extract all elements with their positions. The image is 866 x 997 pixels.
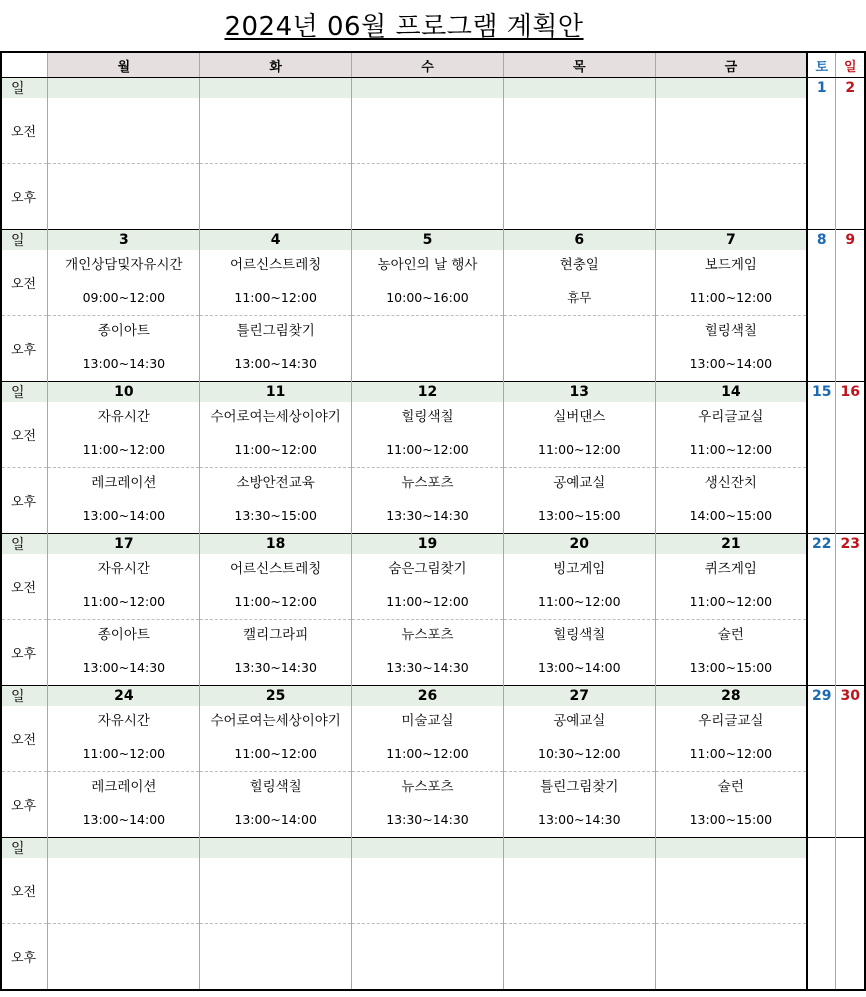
program-time: 13:00~15:00: [538, 508, 621, 523]
header-tue: 화: [200, 52, 352, 78]
header-thu: 목: [503, 52, 655, 78]
morning-program-cell: [352, 250, 504, 316]
afternoon-row: [1, 316, 865, 382]
program-time: 13:00~14:30: [234, 356, 317, 371]
header-mon: 월: [48, 52, 200, 78]
morning-program-cell: [655, 98, 807, 164]
day-row-label: 일: [1, 78, 48, 99]
day-row-label: 일: [1, 838, 48, 859]
weekday-date: [48, 78, 200, 99]
sunday-cell: [836, 838, 865, 924]
program-time: 09:00~12:00: [82, 290, 166, 305]
weekday-date: [48, 838, 200, 859]
weekday-date: 28: [655, 686, 807, 707]
sunday-cell: [836, 78, 865, 164]
morning-program-cell: [200, 554, 352, 620]
program-time: 11:00~12:00: [689, 442, 773, 457]
weekday-date: 21: [655, 534, 807, 555]
sunday-cell: [836, 686, 865, 772]
weekday-date: 6: [503, 230, 655, 251]
program-name: 슐런: [717, 779, 744, 795]
program-name: [352, 924, 503, 957]
program-name: [200, 98, 351, 131]
weekday-date: 27: [503, 686, 655, 707]
header-corner: [1, 52, 48, 78]
program-name: 힐링색칠: [249, 779, 302, 795]
program-time: 11:00~12:00: [386, 442, 469, 457]
program-name: 레크레이션: [91, 779, 157, 795]
week-date-row: [1, 382, 865, 403]
schedule-table: [0, 51, 866, 991]
morning-program-cell: [48, 554, 200, 620]
sunday-pm-cell: [836, 468, 865, 534]
afternoon-row: [1, 468, 865, 534]
program-name: 뉴스포츠: [401, 779, 454, 795]
program-time: 13:30~14:30: [386, 660, 469, 675]
morning-row: [1, 402, 865, 468]
morning-program-cell: [48, 98, 200, 164]
morning-row: [1, 554, 865, 620]
program-name: 미술교실: [401, 713, 454, 729]
saturday-date: 15: [811, 384, 832, 400]
morning-label: 오전: [1, 98, 48, 164]
saturday-date: 22: [811, 536, 832, 552]
weekday-date: 26: [352, 686, 504, 707]
program-name: [48, 924, 199, 957]
program-time: 10:00~16:00: [386, 290, 469, 305]
weekday-date: [655, 78, 807, 99]
sunday-date: 9: [845, 232, 856, 248]
afternoon-label: 오후: [1, 620, 48, 686]
program-time: [200, 197, 351, 229]
weekday-date: 7: [655, 230, 807, 251]
morning-program-cell: [655, 706, 807, 772]
week-date-row: [1, 686, 865, 707]
program-time: [504, 349, 655, 381]
weekday-header-row: [1, 52, 865, 78]
program-name: 우리글교실: [698, 713, 764, 729]
sunday-date: 23: [840, 536, 860, 552]
program-time: 10:30~12:00: [538, 746, 621, 761]
morning-program-cell: [48, 402, 200, 468]
program-time: 13:00~14:00: [538, 660, 621, 675]
afternoon-program-cell: [655, 164, 807, 230]
afternoon-program-cell: [503, 164, 655, 230]
afternoon-program-cell: [48, 468, 200, 534]
afternoon-label: 오후: [1, 316, 48, 382]
program-time: 13:00~14:00: [82, 812, 166, 827]
afternoon-label: 오후: [1, 468, 48, 534]
header-sat-label: 토: [815, 59, 829, 75]
program-time: 11:00~12:00: [386, 746, 469, 761]
program-time: [200, 957, 351, 989]
program-name: [504, 858, 655, 891]
weekday-date: 11: [200, 382, 352, 403]
program-name: 뉴스포츠: [401, 475, 454, 491]
program-name: 자유시간: [97, 561, 150, 577]
weekday-date: 10: [48, 382, 200, 403]
afternoon-program-cell: [48, 772, 200, 838]
sunday-pm-cell: [836, 620, 865, 686]
program-time: [656, 197, 806, 229]
header-sun-label: 일: [843, 59, 857, 75]
day-row-label: 일: [1, 534, 48, 555]
weekday-date: [655, 838, 807, 859]
program-name: 공예교실: [553, 475, 606, 491]
sunday-cell: [836, 534, 865, 620]
weekday-date: [352, 838, 504, 859]
program-name: [504, 316, 655, 349]
morning-program-cell: [352, 858, 504, 924]
program-name: 자유시간: [97, 713, 150, 729]
program-time: 11:00~12:00: [82, 594, 166, 609]
program-time: [200, 891, 351, 923]
program-name: [656, 924, 806, 957]
weekday-date: 5: [352, 230, 504, 251]
program-time: [352, 131, 503, 163]
week-date-row: [1, 534, 865, 555]
program-time: 11:00~12:00: [386, 594, 469, 609]
saturday-pm-cell: [807, 316, 836, 382]
program-name: 종이아트: [97, 627, 150, 643]
program-time: 14:00~15:00: [689, 508, 773, 523]
morning-program-cell: [503, 858, 655, 924]
sunday-cell: [836, 230, 865, 316]
sunday-pm-cell: [836, 772, 865, 838]
afternoon-program-cell: [655, 316, 807, 382]
morning-row: [1, 706, 865, 772]
program-name: 틀린그림찾기: [236, 323, 315, 339]
afternoon-program-cell: [352, 620, 504, 686]
morning-program-cell: [48, 250, 200, 316]
morning-program-cell: [655, 402, 807, 468]
program-time: 13:30~15:00: [234, 508, 317, 523]
weekday-date: 17: [48, 534, 200, 555]
program-name: 퀴즈게임: [704, 561, 757, 577]
program-name: 슐런: [717, 627, 744, 643]
program-name: [200, 858, 351, 891]
program-name: [504, 924, 655, 957]
program-name: [48, 164, 199, 197]
afternoon-program-cell: [200, 620, 352, 686]
program-name: 실버댄스: [553, 409, 606, 425]
header-wed: 수: [352, 52, 504, 78]
afternoon-program-cell: [200, 772, 352, 838]
program-name: 수어로여는세상이야기: [210, 409, 341, 425]
sunday-date: 30: [840, 688, 860, 704]
afternoon-program-cell: [503, 620, 655, 686]
afternoon-program-cell: [352, 924, 504, 991]
program-time: [352, 349, 503, 381]
afternoon-row: [1, 924, 865, 991]
header-sat: [807, 52, 836, 78]
sunday-pm-cell: [836, 924, 865, 991]
morning-program-cell: [48, 706, 200, 772]
program-time: 13:00~14:00: [689, 356, 773, 371]
afternoon-label: 오후: [1, 772, 48, 838]
morning-program-cell: [352, 402, 504, 468]
weekday-date: 20: [503, 534, 655, 555]
saturday-cell: [807, 686, 836, 772]
morning-program-cell: [503, 554, 655, 620]
program-time: [48, 197, 199, 229]
program-name: [656, 164, 806, 197]
week-date-row: [1, 838, 865, 859]
program-name: 소방안전교육: [236, 475, 315, 491]
saturday-cell: [807, 838, 836, 924]
saturday-pm-cell: [807, 924, 836, 991]
morning-label: 오전: [1, 858, 48, 924]
weekday-date: [503, 78, 655, 99]
morning-label: 오전: [1, 402, 48, 468]
afternoon-program-cell: [48, 620, 200, 686]
saturday-pm-cell: [807, 164, 836, 230]
program-name: 힐링색칠: [401, 409, 454, 425]
program-time: 13:00~14:30: [82, 660, 166, 675]
program-name: 캘리그라피: [243, 627, 309, 643]
program-name: 개인상담및자유시간: [65, 257, 183, 273]
morning-program-cell: [352, 706, 504, 772]
morning-program-cell: [200, 98, 352, 164]
program-time: 13:30~14:30: [386, 812, 469, 827]
program-name: 힐링색칠: [553, 627, 606, 643]
program-time: 11:00~12:00: [689, 746, 773, 761]
program-time: [352, 197, 503, 229]
saturday-date: 1: [816, 80, 827, 96]
program-time: 13:00~15:00: [689, 812, 773, 827]
program-name: 뉴스포츠: [401, 627, 454, 643]
program-name: 공예교실: [553, 713, 606, 729]
morning-row: [1, 98, 865, 164]
morning-label: 오전: [1, 554, 48, 620]
header-sun: [836, 52, 865, 78]
afternoon-program-cell: [655, 620, 807, 686]
program-time: 11:00~12:00: [538, 442, 621, 457]
weekday-date: 4: [200, 230, 352, 251]
morning-program-cell: [48, 858, 200, 924]
program-name: 자유시간: [97, 409, 150, 425]
afternoon-program-cell: [48, 164, 200, 230]
morning-program-cell: [352, 554, 504, 620]
afternoon-program-cell: [352, 164, 504, 230]
program-time: 11:00~12:00: [538, 594, 621, 609]
program-name: 숨은그림찾기: [388, 561, 467, 577]
saturday-date: 29: [811, 688, 832, 704]
week-date-row: [1, 78, 865, 99]
weekday-date: [352, 78, 504, 99]
program-name: 수어로여는세상이야기: [210, 713, 341, 729]
program-name: [352, 316, 503, 349]
program-time: 13:30~14:30: [386, 508, 469, 523]
day-row-label: 일: [1, 230, 48, 251]
program-name: [200, 164, 351, 197]
day-row-label: 일: [1, 686, 48, 707]
page-title-text: 2024년 06월 프로그램 계획안: [224, 12, 584, 42]
weekday-date: [200, 78, 352, 99]
afternoon-program-cell: [655, 772, 807, 838]
morning-label: 오전: [1, 706, 48, 772]
program-time: [352, 891, 503, 923]
program-time: 휴무: [567, 290, 592, 305]
program-time: 11:00~12:00: [689, 290, 773, 305]
weekday-date: 13: [503, 382, 655, 403]
morning-program-cell: [655, 250, 807, 316]
afternoon-row: [1, 164, 865, 230]
sunday-pm-cell: [836, 316, 865, 382]
header-fri: 금: [655, 52, 807, 78]
morning-program-cell: [655, 554, 807, 620]
afternoon-program-cell: [503, 772, 655, 838]
weekday-date: 18: [200, 534, 352, 555]
program-time: 13:00~14:00: [82, 508, 166, 523]
program-name: [48, 858, 199, 891]
morning-row: [1, 250, 865, 316]
weekday-date: 24: [48, 686, 200, 707]
program-time: 13:30~14:30: [234, 660, 317, 675]
saturday-cell: [807, 382, 836, 468]
weekday-date: 3: [48, 230, 200, 251]
saturday-cell: [807, 78, 836, 164]
program-name: 농아인의 날 행사: [377, 257, 478, 273]
program-name: [352, 98, 503, 131]
morning-program-cell: [655, 858, 807, 924]
morning-program-cell: [200, 250, 352, 316]
day-row-label: 일: [1, 382, 48, 403]
afternoon-program-cell: [503, 924, 655, 991]
program-name: 생신잔치: [704, 475, 757, 491]
program-name: [352, 858, 503, 891]
sunday-date: 16: [840, 384, 860, 400]
program-time: 11:00~12:00: [234, 290, 317, 305]
afternoon-program-cell: [48, 924, 200, 991]
weekday-date: [200, 838, 352, 859]
saturday-pm-cell: [807, 772, 836, 838]
morning-program-cell: [503, 98, 655, 164]
program-time: [352, 957, 503, 989]
sunday-cell: [836, 382, 865, 468]
morning-program-cell: [503, 402, 655, 468]
afternoon-program-cell: [352, 316, 504, 382]
program-name: [504, 98, 655, 131]
program-name: 종이아트: [97, 323, 150, 339]
saturday-cell: [807, 230, 836, 316]
program-time: [48, 131, 199, 163]
program-time: 11:00~12:00: [82, 442, 166, 457]
afternoon-program-cell: [655, 924, 807, 991]
afternoon-program-cell: [352, 468, 504, 534]
weekday-date: [503, 838, 655, 859]
afternoon-program-cell: [200, 924, 352, 991]
afternoon-label: 오후: [1, 924, 48, 991]
program-time: [504, 197, 655, 229]
afternoon-program-cell: [200, 164, 352, 230]
sunday-pm-cell: [836, 164, 865, 230]
afternoon-row: [1, 620, 865, 686]
morning-program-cell: [200, 706, 352, 772]
saturday-date: 8: [816, 232, 827, 248]
program-name: [656, 858, 806, 891]
afternoon-program-cell: [200, 468, 352, 534]
weekday-date: 19: [352, 534, 504, 555]
morning-program-cell: [503, 706, 655, 772]
program-time: 11:00~12:00: [234, 746, 317, 761]
program-time: [504, 891, 655, 923]
weekday-date: 25: [200, 686, 352, 707]
morning-program-cell: [503, 250, 655, 316]
program-name: 현충일: [559, 257, 599, 273]
program-name: [352, 164, 503, 197]
program-name: 레크레이션: [91, 475, 157, 491]
program-time: 11:00~12:00: [234, 594, 317, 609]
program-time: 13:00~15:00: [689, 660, 773, 675]
sunday-date: 2: [845, 80, 856, 96]
afternoon-row: [1, 772, 865, 838]
program-name: [200, 924, 351, 957]
program-name: 틀린그림찾기: [540, 779, 619, 795]
saturday-pm-cell: [807, 468, 836, 534]
saturday-cell: [807, 534, 836, 620]
page-title: [0, 8, 808, 46]
afternoon-program-cell: [48, 316, 200, 382]
afternoon-program-cell: [200, 316, 352, 382]
program-time: 11:00~12:00: [82, 746, 166, 761]
program-time: [48, 891, 199, 923]
week-date-row: [1, 230, 865, 251]
morning-label: 오전: [1, 250, 48, 316]
program-time: [504, 131, 655, 163]
program-name: 보드게임: [704, 257, 757, 273]
program-time: [656, 957, 806, 989]
morning-program-cell: [200, 402, 352, 468]
program-name: 어르신스트레칭: [230, 257, 322, 273]
program-name: 빙고게임: [553, 561, 606, 577]
afternoon-program-cell: [655, 468, 807, 534]
morning-row: [1, 858, 865, 924]
program-name: 힐링색칠: [704, 323, 757, 339]
program-time: [48, 957, 199, 989]
morning-program-cell: [352, 98, 504, 164]
program-time: [200, 131, 351, 163]
program-time: [656, 891, 806, 923]
program-name: [48, 98, 199, 131]
program-time: 13:00~14:30: [82, 356, 166, 371]
program-time: 11:00~12:00: [689, 594, 773, 609]
program-name: [504, 164, 655, 197]
saturday-pm-cell: [807, 620, 836, 686]
program-name: 어르신스트레칭: [230, 561, 322, 577]
program-name: 우리글교실: [698, 409, 764, 425]
afternoon-program-cell: [503, 468, 655, 534]
program-name: [656, 98, 806, 131]
program-time: [504, 957, 655, 989]
program-time: 11:00~12:00: [234, 442, 317, 457]
weekday-date: 14: [655, 382, 807, 403]
weekday-date: 12: [352, 382, 504, 403]
morning-program-cell: [200, 858, 352, 924]
program-time: 13:00~14:00: [234, 812, 317, 827]
afternoon-label: 오후: [1, 164, 48, 230]
afternoon-program-cell: [503, 316, 655, 382]
program-time: 13:00~14:30: [538, 812, 621, 827]
afternoon-program-cell: [352, 772, 504, 838]
program-time: [656, 131, 806, 163]
